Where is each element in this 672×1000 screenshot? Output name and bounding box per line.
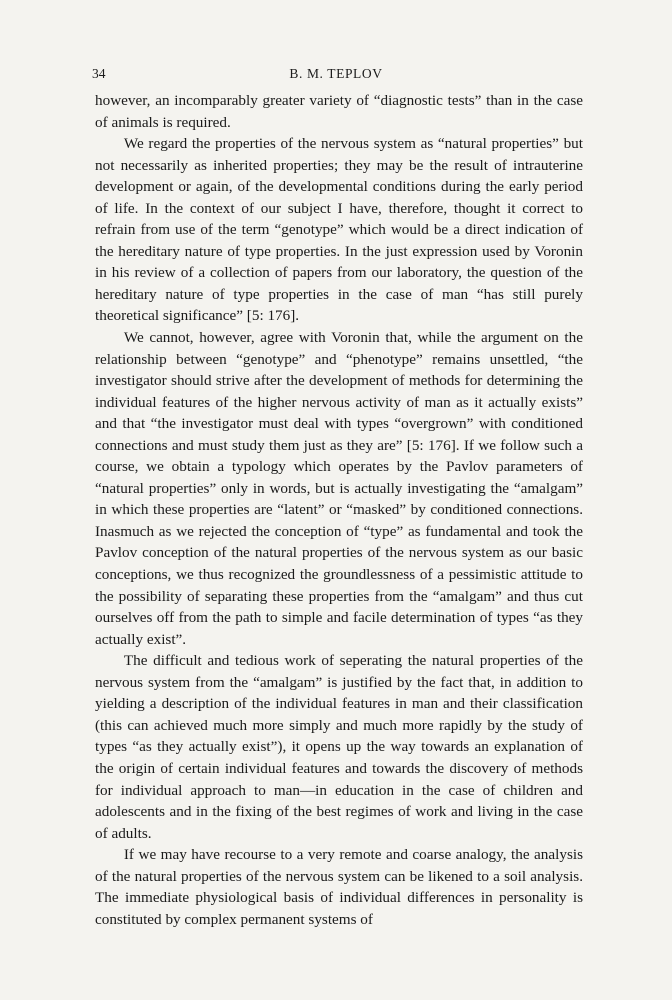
paragraph-natural-properties: We regard the properties of the nervous system as “natural properties” but not necessarily as inherited properties; they may be the result of intrauterine development or again, of the developmental conditions during the early period of life. In the context of our subject I have, therefore, thought it correct to refrain from use of the term “genotype” which would be a direct indication of the hereditary nature of type properties. In the just expression used by Voronin in his review of a collection of papers from our laboratory, the question of the hereditary nature of type properties in the case of man “has still purely theoretical significance” [5: 176]. bbox=[95, 135, 583, 325]
paragraph-voronin-argument: We cannot, however, agree with Voronin that, while the argument on the relationship between “genotype” and “phenotype” remains unsettled, “the investigator should strive after the development of methods for determining the individual features of the higher nervous activity of man as it actually exists” and that “the investigator must deal with types “overgrown” with conditioned connections and must study them just as they are” [5: 176]. If we follow such a course, we obtain a typology which operates by the Pavlov parameters of “natural properties” only in words, but is actually investigating the “amalgam” in which these properties are “latent” or “masked” by conditioned connections. Inasmuch as we rejected the conception of “type” as fundamental and took the Pavlov conception of the natural properties of the nervous system as our basic conceptions, we thus recognized the groundlessness of a pessimistic attitude to the possibility of separating these properties from the “amalgam” and thus cut ourselves off from the path to simple and facile determination of types “as they actually exist”. bbox=[95, 329, 583, 648]
paragraph-continued: however, an incomparably greater variety of “diagnostic tests” than in the case of animals is required. bbox=[95, 92, 583, 131]
body-text bbox=[95, 90, 583, 930]
running-head bbox=[92, 66, 580, 84]
page-number: 34 bbox=[92, 66, 106, 81]
paragraph-amalgam-work: The difficult and tedious work of seperating the natural properties of the nervous system from the “amalgam” is justified by the fact that, in addition to yielding a description of the individual features in man and their classification (this can achieved much more simply and much more rapidly by the study of types “as they actually exist”), it opens up the way towards an explanation of the origin of certain individual features and towards the discovery of methods for individual approach to man—in education in the case of children and adolescents and in the fixing of the best regimes of work and living in the case of adults. bbox=[95, 652, 583, 842]
running-title: B. M. TEPLOV bbox=[289, 66, 383, 81]
paragraph-soil-analogy: If we may have recourse to a very remote and coarse analogy, the analysis of the natural properties of the nervous system can be likened to a soil analysis. The immediate physiological basis of individual differences in personality is constituted by complex permanent systems of bbox=[95, 846, 583, 928]
